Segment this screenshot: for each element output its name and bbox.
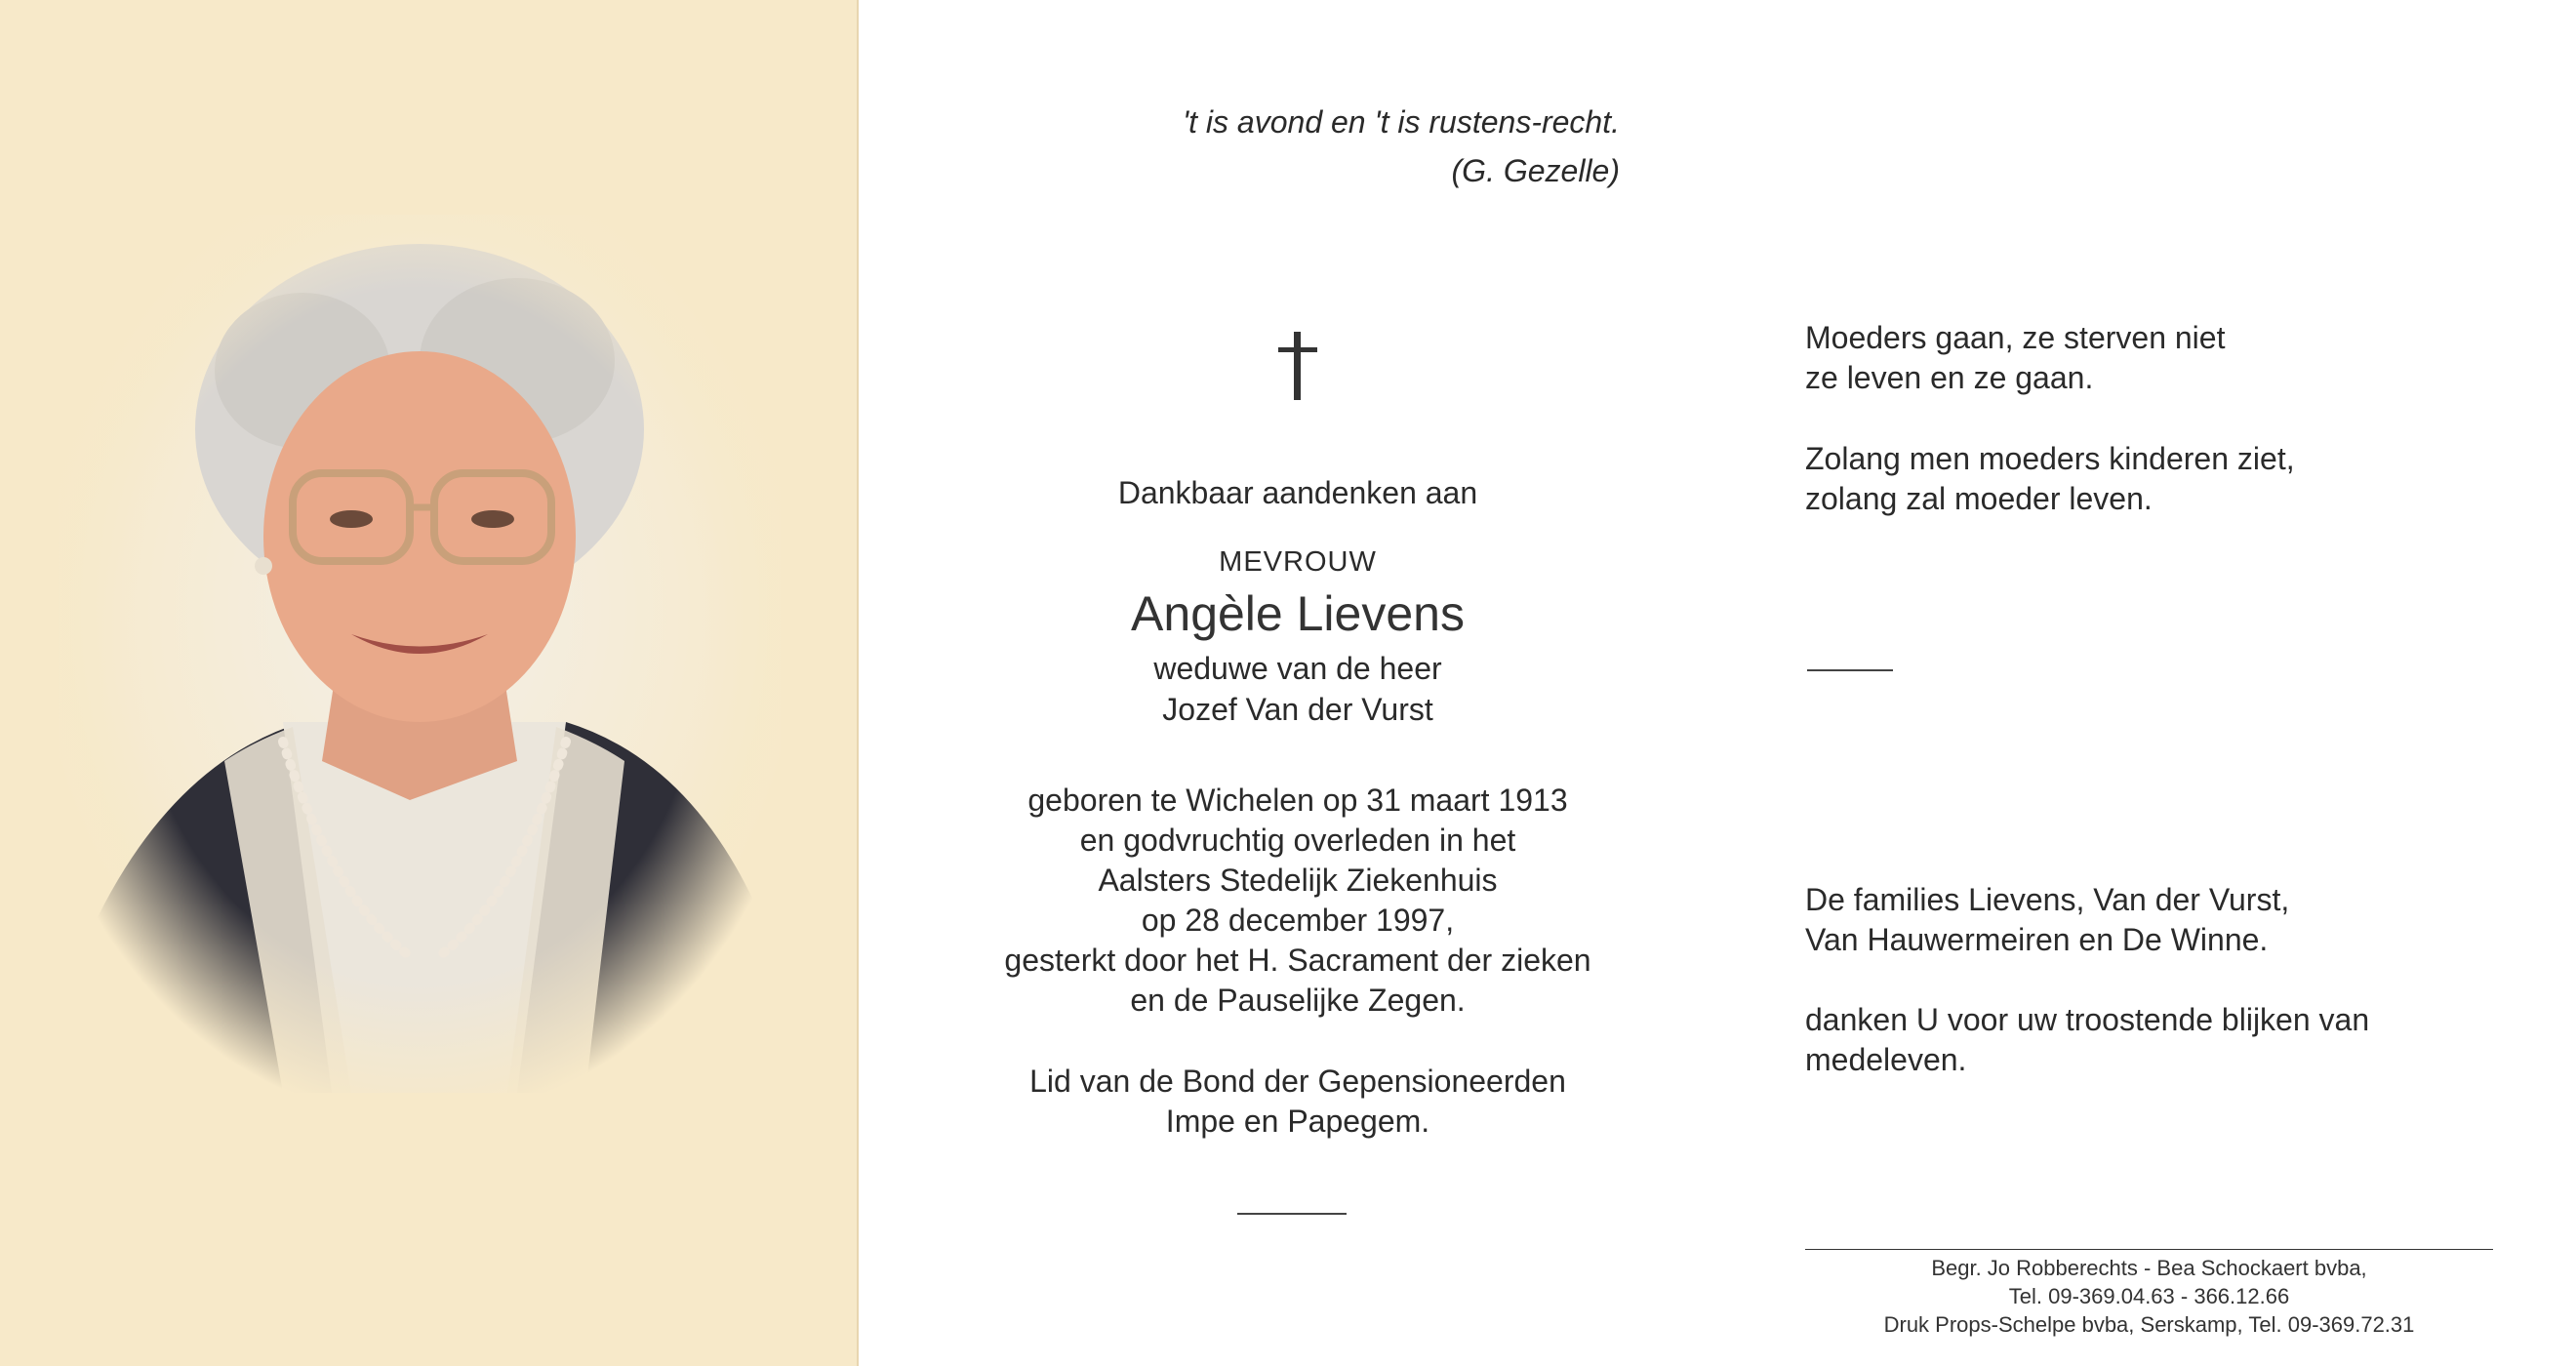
bio-line: en godvruchtig overleden in het (1079, 823, 1516, 858)
portrait-illustration (59, 215, 781, 1093)
memorial-photo-panel (0, 0, 859, 1366)
gezelle-quote (976, 98, 1620, 195)
bio-line: Aalsters Stedelijk Ziekenhuis (1098, 863, 1498, 898)
poem-line: Moeders gaan, ze sterven niet (1805, 320, 2226, 355)
membership-line: Lid van de Bond der Gepensioneerden (1029, 1064, 1566, 1099)
poem-line: ze leven en ze gaan. (1805, 360, 2094, 395)
bio-line: geboren te Wichelen op 31 maart 1913 (1027, 783, 1568, 818)
spouse-name: Jozef Van der Vurst (1162, 692, 1433, 727)
bio-line: gesterkt door het H. Sacrament der zieken (1004, 943, 1591, 978)
printer-footer (1805, 1254, 2493, 1339)
families-list (1805, 880, 2488, 960)
poem-line: Zolang men moeders kinderen ziet, (1805, 441, 2295, 476)
footer-line: Begr. Jo Robberechts - Bea Schockaert bvba, (1931, 1256, 2367, 1280)
membership-line: Impe en Papegem. (1165, 1104, 1430, 1139)
bio-line: en de Pauselijke Zegen. (1130, 983, 1466, 1018)
widow-of (917, 648, 1678, 730)
cross-icon (1268, 332, 1327, 400)
poem-line: zolang zal moeder leven. (1805, 481, 2153, 516)
biography (917, 781, 1678, 1021)
thanks-line: medeleven. (1805, 1042, 1967, 1077)
deceased-name: Angèle Lievens (1131, 586, 1465, 641)
families-line: Van Hauwermeiren en De Winne. (1805, 922, 2269, 957)
widow-line: weduwe van de heer (1153, 651, 1442, 686)
center-divider (1237, 1213, 1347, 1215)
right-divider (1807, 669, 1893, 671)
footer-rule (1805, 1249, 2493, 1250)
portrait-photo (59, 215, 781, 1093)
notice-intro: Dankbaar aandenken aan (1117, 475, 1478, 510)
thanks-line: danken U voor uw troostende blijken van (1805, 1002, 2370, 1037)
bio-line: op 28 december 1997, (1141, 903, 1455, 938)
footer-line: Druk Props-Schelpe bvba, Serskamp, Tel. 09-369.72.31 (1883, 1312, 2415, 1337)
quote-author: (G. Gezelle) (1451, 153, 1620, 188)
quote-text: 't is avond en 't is rustens-recht. (1183, 104, 1620, 140)
membership (917, 1062, 1678, 1142)
notice-title: MEVROUW (1219, 546, 1377, 578)
poem-stanza-1 (1805, 318, 2488, 398)
poem-stanza-2 (1805, 439, 2488, 519)
families-thanks (1805, 1000, 2488, 1080)
families-line: De families Lievens, Van der Vurst, (1805, 882, 2290, 917)
footer-line: Tel. 09-369.04.63 - 366.12.66 (2008, 1284, 2290, 1308)
